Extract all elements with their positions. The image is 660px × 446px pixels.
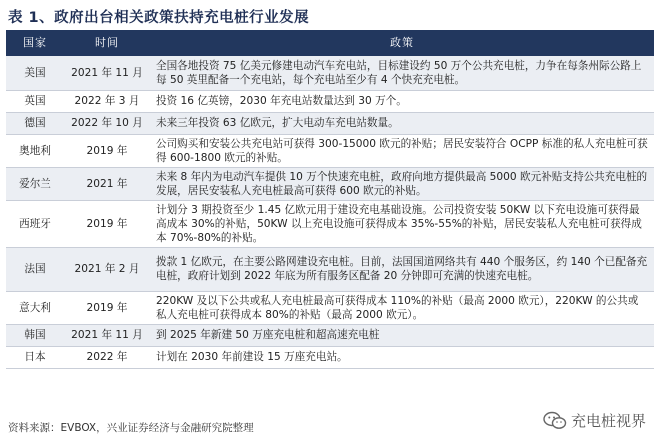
cell-time: 2021 年 2 月 [64, 247, 150, 291]
cell-policy: 拨款 1 亿欧元，在主要公路网建设充电桩。目前，法国国道网络共有 440 个服务区，约 140 个已配备充电桩，政府计划到 2022 年底为所有服务区配备 20 分钟即可充满的快速充电桩。 [150, 247, 654, 291]
cell-time: 2022 年 [64, 346, 150, 368]
header-country: 国家 [6, 30, 64, 56]
cell-time: 2021 年 [64, 167, 150, 200]
table-row [6, 247, 654, 291]
watermark [543, 410, 646, 431]
cell-policy: 投资 16 亿英镑，2030 年充电站数量达到 30 万个。 [150, 90, 654, 112]
table-row [6, 200, 654, 247]
cell-policy: 公司购买和安装公共充电站可获得 300-15000 欧元的补贴；居民安装符合 OCPP 标准的私人充电桩可获得 600-1800 欧元的补贴。 [150, 134, 654, 167]
table-row [6, 90, 654, 112]
cell-time: 2019 年 [64, 291, 150, 324]
cell-time: 2019 年 [64, 200, 150, 247]
table-row [6, 291, 654, 324]
cell-policy: 计划在 2030 年前建设 15 万座充电站。 [150, 346, 654, 368]
cell-policy: 到 2025 年新建 50 万座充电桩和超高速充电桩 [150, 324, 654, 346]
cell-policy: 计划分 3 期投资至少 1.45 亿欧元用于建设充电基础设施。公司投资安装 50KW 以下充电设施可获得最高成本 30%的补贴，50KW 以上充电设施可获得成本 35%-55%的补贴，居民安装私人充电桩可获得成本 70%-80%的补贴。 [150, 200, 654, 247]
watermark-text: 充电桩视界 [570, 412, 646, 430]
table-body [6, 56, 654, 368]
table-row [6, 112, 654, 134]
header-policy: 政策 [150, 30, 654, 56]
cell-country: 法国 [6, 247, 64, 291]
cell-country: 意大利 [6, 291, 64, 324]
wechat-icon [543, 411, 567, 431]
cell-policy: 220KW 及以下公共或私人充电桩最高可获得成本 110%的补贴（最高 2000 欧元），220KW 的公共或私人充电桩可获得成本 80%的补贴（最高 2000 欧元）。 [150, 291, 654, 324]
cell-time: 2022 年 10 月 [64, 112, 150, 134]
header-time: 时间 [64, 30, 150, 56]
table-row [6, 56, 654, 90]
table-header-row [6, 30, 654, 56]
table-row [6, 134, 654, 167]
cell-policy: 全国各地投资 75 亿美元修建电动汽车充电站，目标建设约 50 万个公共充电桩，力争在每条州际公路上每 50 英里配备一个充电站，每个充电站至少有 4 个快充充电桩。 [150, 56, 654, 90]
table-row [6, 346, 654, 368]
table-row [6, 324, 654, 346]
cell-time: 2021 年 11 月 [64, 324, 150, 346]
cell-country: 奥地利 [6, 134, 64, 167]
cell-country: 日本 [6, 346, 64, 368]
cell-country: 美国 [6, 56, 64, 90]
table-title: 表 1、政府出台相关政策扶持充电桩行业发展 [8, 10, 310, 26]
cell-policy: 未来 8 年内为电动汽车提供 10 万个快速充电桩，政府向地方提供最高 5000 欧元补贴支持公共充电桩的发展，居民安装私人充电桩最高可获得 600 欧元的补贴。 [150, 167, 654, 200]
policy-table [6, 30, 654, 369]
cell-time: 2019 年 [64, 134, 150, 167]
cell-policy: 未来三年投资 63 亿欧元，扩大电动车充电站数量。 [150, 112, 654, 134]
cell-time: 2021 年 11 月 [64, 56, 150, 90]
source-note: 资料来源：EVBOX，兴业证券经济与金融研究院整理 [8, 422, 254, 434]
cell-country: 英国 [6, 90, 64, 112]
cell-country: 韩国 [6, 324, 64, 346]
table-row [6, 167, 654, 200]
cell-country: 爱尔兰 [6, 167, 64, 200]
cell-country: 西班牙 [6, 200, 64, 247]
cell-country: 德国 [6, 112, 64, 134]
cell-time: 2022 年 3 月 [64, 90, 150, 112]
